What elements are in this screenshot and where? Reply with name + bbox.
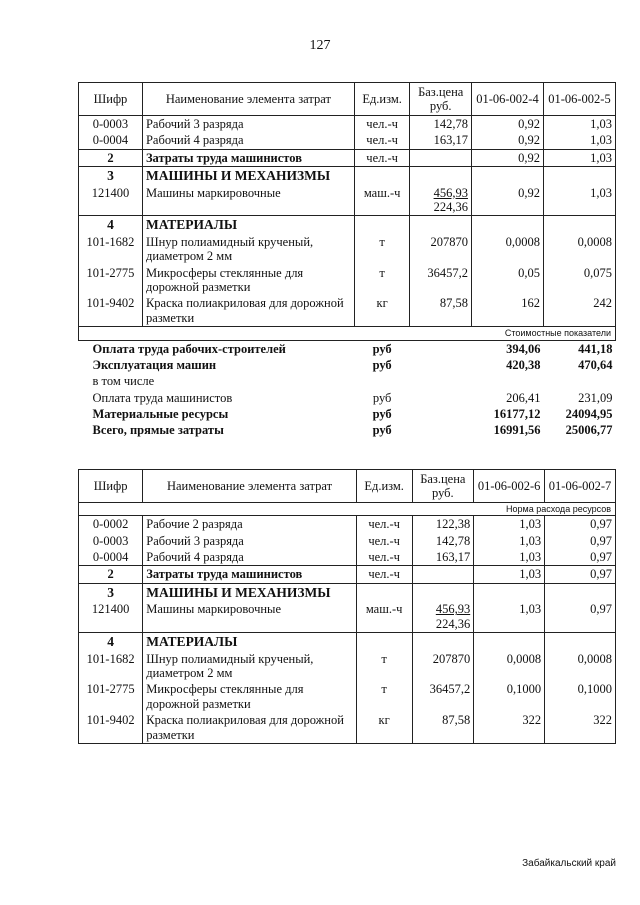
summary-label: Эксплуатация машин xyxy=(92,357,217,372)
summary-value-1: 420,38 xyxy=(506,357,541,372)
header-row xyxy=(79,83,616,116)
summary-row xyxy=(79,340,616,357)
price-value-secondary: 224,36 xyxy=(435,616,471,631)
row-unit: чел.-ч xyxy=(354,116,410,133)
row-name: Затраты труда машинистов xyxy=(142,149,354,166)
summary-row xyxy=(79,373,616,389)
table-row xyxy=(79,185,616,216)
row-price xyxy=(412,583,474,601)
header-col2: 01-06-002-7 xyxy=(545,470,616,503)
row-unit: чел.-ч xyxy=(356,533,412,549)
row-name: Рабочие 2 разряда xyxy=(143,516,357,533)
summary-banner-row xyxy=(79,327,616,340)
row-value-2: 0,075 xyxy=(543,265,615,296)
summary-value-1: 394,06 xyxy=(506,341,541,356)
row-price xyxy=(410,185,472,216)
row-code: 0-0003 xyxy=(79,116,143,133)
summary-unit xyxy=(354,373,410,389)
row-price xyxy=(412,601,474,632)
summary-value-2: 470,64 xyxy=(578,357,613,372)
header-code: Шифр xyxy=(79,470,143,503)
row-value-1 xyxy=(471,216,543,234)
row-code: 101-2775 xyxy=(79,265,143,296)
table-row xyxy=(79,116,616,133)
summary-row xyxy=(79,406,616,422)
page-number: 127 xyxy=(309,38,331,53)
row-unit xyxy=(356,633,412,651)
row-name: Шнур полиамидный крученый, диаметром 2 мм xyxy=(143,651,357,682)
summary-label: Всего, прямые затраты xyxy=(92,423,224,438)
row-value-2: 0,0008 xyxy=(545,651,616,682)
row-value-2: 0,97 xyxy=(545,549,616,566)
price-value: 163,17 xyxy=(435,550,471,565)
row-name: Краска полиакриловая для дорожной разметки xyxy=(142,295,354,326)
row-name: Машины маркировочные xyxy=(142,185,354,216)
summary-unit: руб xyxy=(372,357,392,372)
summary-unit: руб xyxy=(372,423,392,438)
row-code: 0-0004 xyxy=(79,132,143,149)
price-value: 142,78 xyxy=(435,533,471,548)
row-name: Шнур полиамидный крученый, диаметром 2 мм xyxy=(142,234,354,265)
row-price xyxy=(410,234,472,265)
table-row xyxy=(79,216,616,234)
row-code: 2 xyxy=(79,566,143,583)
header-col2: 01-06-002-5 xyxy=(543,83,615,116)
row-price xyxy=(410,167,472,185)
row-code: 0-0002 xyxy=(79,516,143,533)
row-name: Рабочий 4 разряда xyxy=(142,132,354,149)
summary-label: Оплата труда рабочих-строителей xyxy=(92,341,286,356)
row-price xyxy=(410,132,472,149)
summary-value-2: 24094,95 xyxy=(565,407,613,421)
row-price xyxy=(410,116,472,133)
row-unit: чел.-ч xyxy=(354,149,410,166)
table-row xyxy=(79,265,616,296)
row-value-1: 0,92 xyxy=(471,149,543,166)
row-name: МАТЕРИАЛЫ xyxy=(142,216,354,234)
price-value: 36457,2 xyxy=(429,682,471,697)
row-price xyxy=(412,712,474,743)
header-row xyxy=(79,470,616,503)
row-price xyxy=(412,566,474,583)
row-value-2: 1,03 xyxy=(543,149,615,166)
row-price xyxy=(410,295,472,326)
row-value-2: 0,97 xyxy=(545,566,616,583)
table-row xyxy=(79,516,616,533)
price-value: 456,93 xyxy=(433,185,468,200)
price-value: 87,58 xyxy=(442,713,471,728)
summary-value-2: 231,09 xyxy=(578,390,613,405)
header-price: Баз.цена руб. xyxy=(412,470,474,503)
summary-spacer xyxy=(410,357,472,373)
table-row xyxy=(79,681,616,712)
header-unit: Ед.изм. xyxy=(354,83,410,116)
row-value-1: 1,03 xyxy=(474,516,545,533)
row-value-2: 0,97 xyxy=(545,601,616,632)
row-unit xyxy=(354,216,410,234)
row-unit: т xyxy=(356,681,412,712)
summary-unit: руб xyxy=(372,390,392,405)
summary-label: Оплата труда машинистов xyxy=(92,390,233,405)
row-value-2 xyxy=(543,216,615,234)
row-price xyxy=(412,681,474,712)
price-value: 36457,2 xyxy=(427,265,468,280)
row-code: 101-2775 xyxy=(79,681,143,712)
table-row xyxy=(79,549,616,566)
row-code: 0-0003 xyxy=(79,533,143,549)
row-unit: т xyxy=(354,234,410,265)
summary-row xyxy=(79,390,616,406)
price-value: 163,17 xyxy=(433,133,468,148)
row-code: 2 xyxy=(79,149,143,166)
price-value: 456,93 xyxy=(435,602,471,617)
table-row xyxy=(79,583,616,601)
norm-banner: Норма расхода ресурсов xyxy=(79,503,616,516)
summary-unit: руб xyxy=(372,407,392,421)
table-row xyxy=(79,533,616,549)
row-value-2: 1,03 xyxy=(543,116,615,133)
header-code: Шифр xyxy=(79,83,143,116)
row-value-2: 1,03 xyxy=(543,185,615,216)
row-value-1: 0,92 xyxy=(471,185,543,216)
row-value-1: 0,92 xyxy=(471,116,543,133)
row-unit: кг xyxy=(354,295,410,326)
row-name: Машины маркировочные xyxy=(143,601,357,632)
row-unit: маш.-ч xyxy=(354,185,410,216)
table-row xyxy=(79,566,616,583)
summary-row xyxy=(79,357,616,373)
row-code: 121400 xyxy=(79,185,143,216)
table-row xyxy=(79,601,616,632)
row-unit: кг xyxy=(356,712,412,743)
row-value-1: 0,1000 xyxy=(474,681,545,712)
row-code: 4 xyxy=(79,633,143,651)
row-code: 3 xyxy=(79,167,143,185)
resource-table-2 xyxy=(78,469,616,744)
row-name: Рабочий 3 разряда xyxy=(143,533,357,549)
summary-value-2: 25006,77 xyxy=(565,423,613,438)
row-code: 3 xyxy=(79,583,143,601)
price-value: 87,58 xyxy=(439,296,468,311)
row-code: 101-9402 xyxy=(79,712,143,743)
row-unit: чел.-ч xyxy=(356,516,412,533)
row-unit: т xyxy=(354,265,410,296)
table-row xyxy=(79,712,616,743)
summary-value-1: 16177,12 xyxy=(493,407,541,421)
row-code: 101-1682 xyxy=(79,651,143,682)
summary-label: Материальные ресурсы xyxy=(92,407,229,421)
summary-value-2 xyxy=(543,373,615,389)
summary-spacer xyxy=(410,406,472,422)
row-name: Краска полиакриловая для дорожной разметки xyxy=(143,712,357,743)
row-value-2: 1,03 xyxy=(543,132,615,149)
table-row xyxy=(79,234,616,265)
row-value-1 xyxy=(474,583,545,601)
row-value-1: 0,0008 xyxy=(471,234,543,265)
row-value-2 xyxy=(545,633,616,651)
price-value-secondary: 224,36 xyxy=(433,200,468,215)
header-col1: 01-06-002-6 xyxy=(474,470,545,503)
row-value-2 xyxy=(543,167,615,185)
row-value-1: 0,05 xyxy=(471,265,543,296)
row-unit: чел.-ч xyxy=(356,549,412,566)
banner-row xyxy=(79,503,616,516)
summary-value-1: 206,41 xyxy=(506,390,541,405)
row-code: 101-9402 xyxy=(79,295,143,326)
table-row xyxy=(79,651,616,682)
row-price xyxy=(410,149,472,166)
table-row xyxy=(79,132,616,149)
row-unit: маш.-ч xyxy=(356,601,412,632)
row-name: Рабочий 4 разряда xyxy=(143,549,357,566)
row-code: 121400 xyxy=(79,601,143,632)
summary-spacer xyxy=(410,340,472,357)
price-value: 122,38 xyxy=(435,517,471,532)
row-price xyxy=(412,549,474,566)
row-price xyxy=(412,633,474,651)
summary-label: в том числе xyxy=(92,374,155,389)
row-name: Микросферы стеклянные для дорожной разметки xyxy=(142,265,354,296)
row-value-1: 1,03 xyxy=(474,566,545,583)
price-value: 207870 xyxy=(432,651,471,666)
table-row xyxy=(79,295,616,326)
summary-row xyxy=(79,422,616,438)
row-value-2: 0,0008 xyxy=(543,234,615,265)
row-code: 0-0004 xyxy=(79,549,143,566)
header-price: Баз.цена руб. xyxy=(410,83,472,116)
row-code: 101-1682 xyxy=(79,234,143,265)
row-name: Микросферы стеклянные для дорожной разметки xyxy=(143,681,357,712)
summary-value-1 xyxy=(471,373,543,389)
summary-spacer xyxy=(410,373,472,389)
row-name: Рабочий 3 разряда xyxy=(142,116,354,133)
row-price xyxy=(412,533,474,549)
row-name: МАШИНЫ И МЕХАНИЗМЫ xyxy=(142,167,354,185)
row-value-2: 0,1000 xyxy=(545,681,616,712)
header-unit: Ед.изм. xyxy=(356,470,412,503)
region-footer: Забайкальский край xyxy=(522,858,616,869)
row-value-1: 1,03 xyxy=(474,601,545,632)
row-value-1: 322 xyxy=(474,712,545,743)
row-unit: т xyxy=(356,651,412,682)
summary-spacer xyxy=(410,390,472,406)
cost-indicators-banner: Стоимостные показатели xyxy=(79,327,616,340)
row-name: Затраты труда машинистов xyxy=(143,566,357,583)
row-name: МАШИНЫ И МЕХАНИЗМЫ xyxy=(143,583,357,601)
row-value-2: 0,97 xyxy=(545,516,616,533)
header-col1: 01-06-002-4 xyxy=(471,83,543,116)
row-value-1: 0,0008 xyxy=(474,651,545,682)
row-value-2 xyxy=(545,583,616,601)
row-unit xyxy=(354,167,410,185)
price-value: 142,78 xyxy=(433,117,468,131)
row-unit: чел.-ч xyxy=(354,132,410,149)
table-row xyxy=(79,167,616,185)
row-value-1: 1,03 xyxy=(474,549,545,566)
price-value: 207870 xyxy=(430,234,468,249)
resource-table-1 xyxy=(78,82,616,439)
row-price xyxy=(410,265,472,296)
row-value-2: 242 xyxy=(543,295,615,326)
table-row xyxy=(79,633,616,651)
table-row xyxy=(79,149,616,166)
row-value-1 xyxy=(474,633,545,651)
summary-value-1: 16991,56 xyxy=(493,423,541,438)
row-value-1 xyxy=(471,167,543,185)
row-value-1: 1,03 xyxy=(474,533,545,549)
row-price xyxy=(412,651,474,682)
row-value-2: 322 xyxy=(545,712,616,743)
header-name: Наименование элемента затрат xyxy=(142,83,354,116)
row-price xyxy=(410,216,472,234)
row-name: МАТЕРИАЛЫ xyxy=(143,633,357,651)
header-name: Наименование элемента затрат xyxy=(143,470,357,503)
summary-spacer xyxy=(410,422,472,438)
summary-unit: руб xyxy=(372,341,392,356)
row-price xyxy=(412,516,474,533)
summary-value-2: 441,18 xyxy=(578,341,613,356)
row-unit: чел.-ч xyxy=(356,566,412,583)
row-unit xyxy=(356,583,412,601)
row-value-2: 0,97 xyxy=(545,533,616,549)
row-value-1: 162 xyxy=(471,295,543,326)
row-value-1: 0,92 xyxy=(471,132,543,149)
row-code: 4 xyxy=(79,216,143,234)
